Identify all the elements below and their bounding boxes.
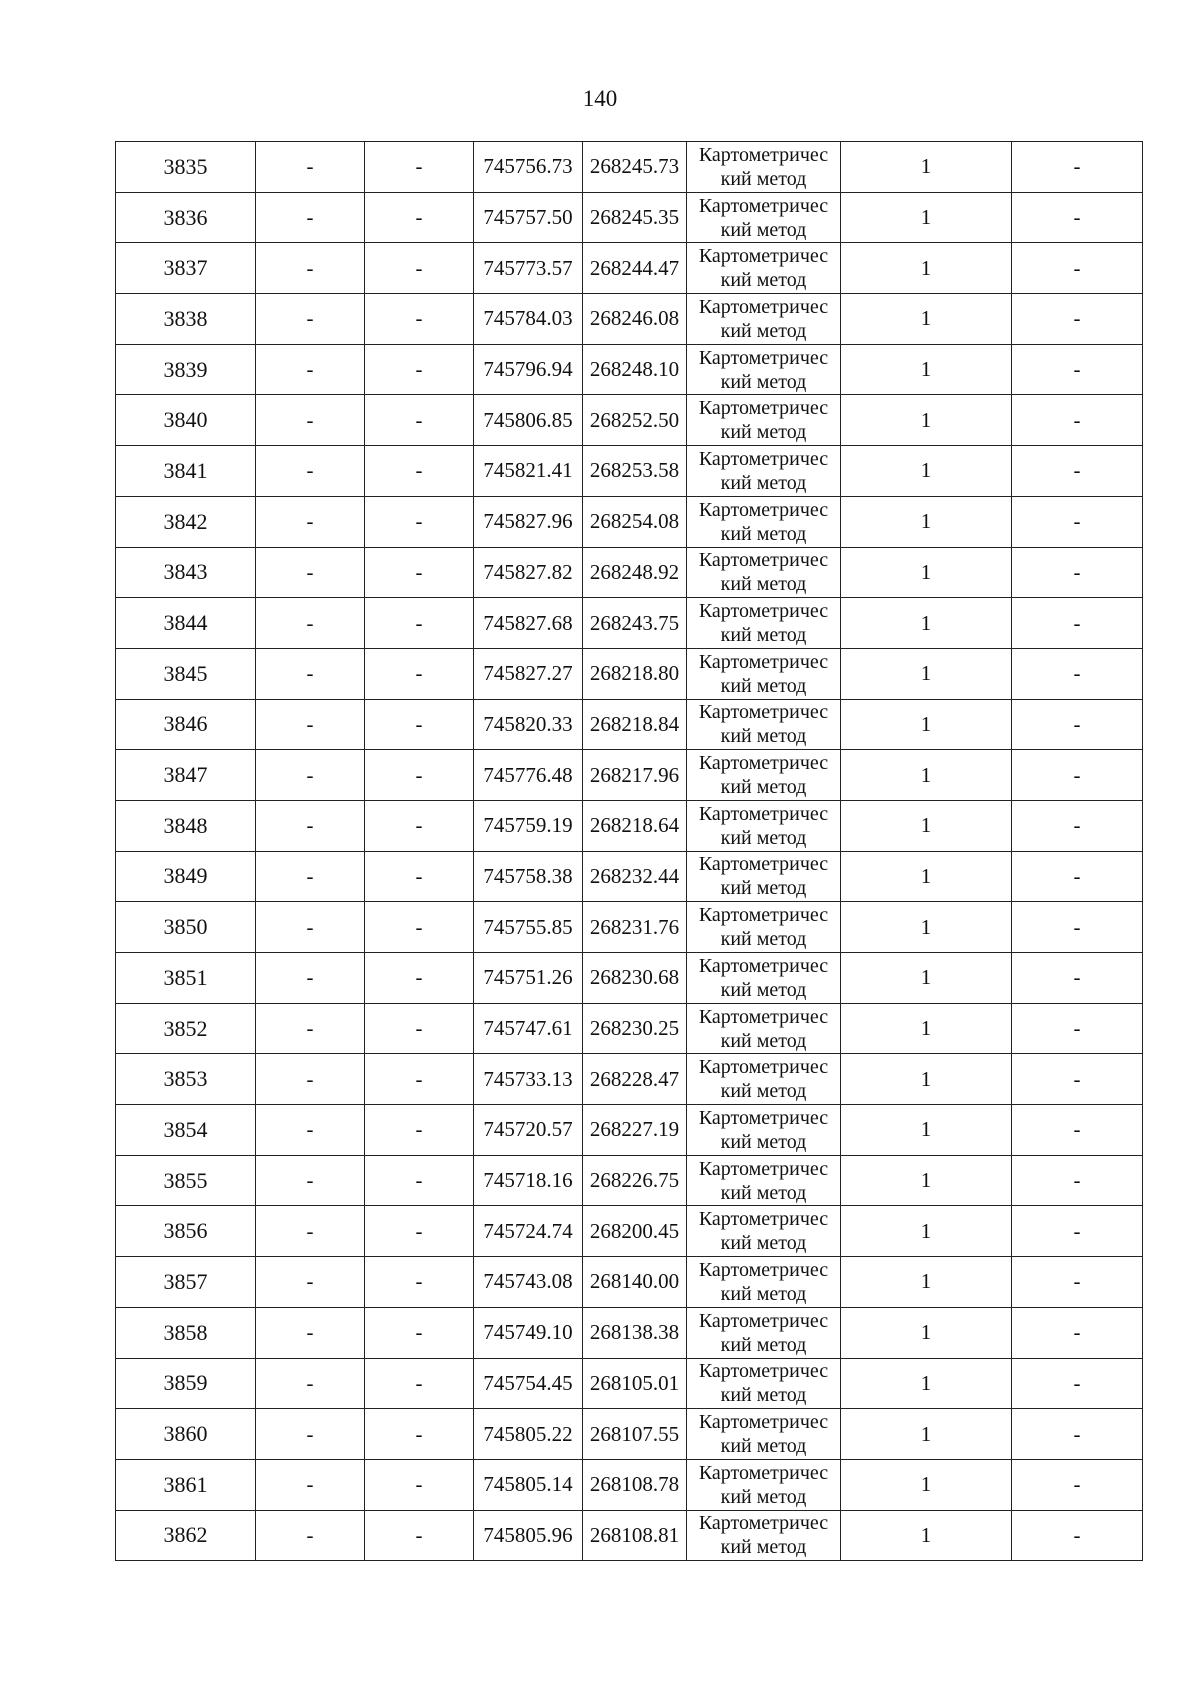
dash-cell: - xyxy=(365,1307,474,1358)
point-number-cell: 3843 xyxy=(116,547,256,598)
dash-cell: - xyxy=(365,800,474,851)
x-coordinate-cell: 745784.03 xyxy=(474,294,583,345)
point-number-cell: 3847 xyxy=(116,750,256,801)
table-row xyxy=(116,395,1143,446)
table-row xyxy=(116,1054,1143,1105)
dash-cell: - xyxy=(256,446,365,497)
description-cell: - xyxy=(1012,699,1143,750)
method-cell: Картометричес кий метод xyxy=(687,1459,841,1510)
description-cell: - xyxy=(1012,1510,1143,1561)
dash-cell: - xyxy=(256,648,365,699)
x-coordinate-cell: 745821.41 xyxy=(474,446,583,497)
method-cell: Картометричес кий метод xyxy=(687,1510,841,1561)
y-coordinate-cell: 268254.08 xyxy=(583,496,687,547)
y-coordinate-cell: 268232.44 xyxy=(583,851,687,902)
dash-cell: - xyxy=(365,142,474,193)
point-number-cell: 3841 xyxy=(116,446,256,497)
point-number-cell: 3854 xyxy=(116,1105,256,1156)
accuracy-cell: 1 xyxy=(841,1003,1012,1054)
table-row xyxy=(116,547,1143,598)
method-cell: Картометричес кий метод xyxy=(687,395,841,446)
dash-cell: - xyxy=(365,192,474,243)
description-cell: - xyxy=(1012,750,1143,801)
y-coordinate-cell: 268243.75 xyxy=(583,598,687,649)
dash-cell: - xyxy=(365,1459,474,1510)
dash-cell: - xyxy=(365,395,474,446)
method-cell: Картометричес кий метод xyxy=(687,750,841,801)
x-coordinate-cell: 745820.33 xyxy=(474,699,583,750)
x-coordinate-cell: 745805.14 xyxy=(474,1459,583,1510)
x-coordinate-cell: 745756.73 xyxy=(474,142,583,193)
y-coordinate-cell: 268218.80 xyxy=(583,648,687,699)
accuracy-cell: 1 xyxy=(841,1307,1012,1358)
dash-cell: - xyxy=(256,395,365,446)
dash-cell: - xyxy=(365,243,474,294)
table-row xyxy=(116,1206,1143,1257)
table-row xyxy=(116,1307,1143,1358)
page-number: 140 xyxy=(582,86,618,111)
table-row xyxy=(116,1459,1143,1510)
x-coordinate-cell: 745827.82 xyxy=(474,547,583,598)
accuracy-cell: 1 xyxy=(841,1206,1012,1257)
point-number-cell: 3837 xyxy=(116,243,256,294)
x-coordinate-cell: 745827.68 xyxy=(474,598,583,649)
accuracy-cell: 1 xyxy=(841,446,1012,497)
dash-cell: - xyxy=(365,1054,474,1105)
y-coordinate-cell: 268248.92 xyxy=(583,547,687,598)
point-number-cell: 3839 xyxy=(116,344,256,395)
accuracy-cell: 1 xyxy=(841,648,1012,699)
dash-cell: - xyxy=(256,547,365,598)
x-coordinate-cell: 745754.45 xyxy=(474,1358,583,1409)
point-number-cell: 3835 xyxy=(116,142,256,193)
accuracy-cell: 1 xyxy=(841,395,1012,446)
accuracy-cell: 1 xyxy=(841,294,1012,345)
x-coordinate-cell: 745827.27 xyxy=(474,648,583,699)
dash-cell: - xyxy=(365,344,474,395)
y-coordinate-cell: 268245.73 xyxy=(583,142,687,193)
description-cell: - xyxy=(1012,1054,1143,1105)
accuracy-cell: 1 xyxy=(841,1459,1012,1510)
accuracy-cell: 1 xyxy=(841,547,1012,598)
description-cell: - xyxy=(1012,800,1143,851)
dash-cell: - xyxy=(365,1155,474,1206)
point-number-cell: 3849 xyxy=(116,851,256,902)
accuracy-cell: 1 xyxy=(841,902,1012,953)
point-number-cell: 3862 xyxy=(116,1510,256,1561)
point-number-cell: 3858 xyxy=(116,1307,256,1358)
table-row xyxy=(116,446,1143,497)
description-cell: - xyxy=(1012,1105,1143,1156)
point-number-cell: 3852 xyxy=(116,1003,256,1054)
table-body xyxy=(116,142,1143,1561)
method-cell: Картометричес кий метод xyxy=(687,902,841,953)
table-row xyxy=(116,1155,1143,1206)
dash-cell: - xyxy=(256,192,365,243)
y-coordinate-cell: 268107.55 xyxy=(583,1409,687,1460)
table-row xyxy=(116,1358,1143,1409)
table-row xyxy=(116,902,1143,953)
description-cell: - xyxy=(1012,344,1143,395)
y-coordinate-cell: 268138.38 xyxy=(583,1307,687,1358)
table-row xyxy=(116,598,1143,649)
point-number-cell: 3861 xyxy=(116,1459,256,1510)
dash-cell: - xyxy=(256,1358,365,1409)
method-cell: Картометричес кий метод xyxy=(687,851,841,902)
dash-cell: - xyxy=(256,800,365,851)
x-coordinate-cell: 745751.26 xyxy=(474,953,583,1004)
accuracy-cell: 1 xyxy=(841,1409,1012,1460)
dash-cell: - xyxy=(256,243,365,294)
method-cell: Картометричес кий метод xyxy=(687,192,841,243)
point-number-cell: 3859 xyxy=(116,1358,256,1409)
description-cell: - xyxy=(1012,547,1143,598)
y-coordinate-cell: 268200.45 xyxy=(583,1206,687,1257)
accuracy-cell: 1 xyxy=(841,142,1012,193)
method-cell: Картометричес кий метод xyxy=(687,1206,841,1257)
y-coordinate-cell: 268230.68 xyxy=(583,953,687,1004)
method-cell: Картометричес кий метод xyxy=(687,1358,841,1409)
dash-cell: - xyxy=(256,142,365,193)
description-cell: - xyxy=(1012,446,1143,497)
x-coordinate-cell: 745733.13 xyxy=(474,1054,583,1105)
x-coordinate-cell: 745749.10 xyxy=(474,1307,583,1358)
description-cell: - xyxy=(1012,851,1143,902)
table-row xyxy=(116,496,1143,547)
description-cell: - xyxy=(1012,598,1143,649)
dash-cell: - xyxy=(256,699,365,750)
y-coordinate-cell: 268217.96 xyxy=(583,750,687,801)
dash-cell: - xyxy=(365,547,474,598)
dash-cell: - xyxy=(365,1257,474,1308)
description-cell: - xyxy=(1012,953,1143,1004)
point-number-cell: 3842 xyxy=(116,496,256,547)
x-coordinate-cell: 745796.94 xyxy=(474,344,583,395)
dash-cell: - xyxy=(256,902,365,953)
x-coordinate-cell: 745724.74 xyxy=(474,1206,583,1257)
accuracy-cell: 1 xyxy=(841,1358,1012,1409)
description-cell: - xyxy=(1012,1307,1143,1358)
x-coordinate-cell: 745776.48 xyxy=(474,750,583,801)
point-number-cell: 3846 xyxy=(116,699,256,750)
point-number-cell: 3855 xyxy=(116,1155,256,1206)
description-cell: - xyxy=(1012,902,1143,953)
dash-cell: - xyxy=(256,598,365,649)
dash-cell: - xyxy=(256,1459,365,1510)
point-number-cell: 3860 xyxy=(116,1409,256,1460)
dash-cell: - xyxy=(256,1003,365,1054)
x-coordinate-cell: 745720.57 xyxy=(474,1105,583,1156)
method-cell: Картометричес кий метод xyxy=(687,1155,841,1206)
x-coordinate-cell: 745747.61 xyxy=(474,1003,583,1054)
description-cell: - xyxy=(1012,1358,1143,1409)
y-coordinate-cell: 268248.10 xyxy=(583,344,687,395)
method-cell: Картометричес кий метод xyxy=(687,496,841,547)
method-cell: Картометричес кий метод xyxy=(687,142,841,193)
table-row xyxy=(116,1510,1143,1561)
table-row xyxy=(116,800,1143,851)
dash-cell: - xyxy=(365,851,474,902)
table-row xyxy=(116,953,1143,1004)
description-cell: - xyxy=(1012,1206,1143,1257)
x-coordinate-cell: 745718.16 xyxy=(474,1155,583,1206)
dash-cell: - xyxy=(256,496,365,547)
dash-cell: - xyxy=(256,1307,365,1358)
accuracy-cell: 1 xyxy=(841,1054,1012,1105)
x-coordinate-cell: 745806.85 xyxy=(474,395,583,446)
y-coordinate-cell: 268252.50 xyxy=(583,395,687,446)
dash-cell: - xyxy=(365,750,474,801)
table-row xyxy=(116,1409,1143,1460)
dash-cell: - xyxy=(256,1206,365,1257)
accuracy-cell: 1 xyxy=(841,496,1012,547)
table-row xyxy=(116,1105,1143,1156)
method-cell: Картометричес кий метод xyxy=(687,800,841,851)
description-cell: - xyxy=(1012,395,1143,446)
table-row xyxy=(116,142,1143,193)
method-cell: Картометричес кий метод xyxy=(687,547,841,598)
accuracy-cell: 1 xyxy=(841,344,1012,395)
dash-cell: - xyxy=(365,648,474,699)
description-cell: - xyxy=(1012,1003,1143,1054)
table-row xyxy=(116,192,1143,243)
table-row xyxy=(116,648,1143,699)
dash-cell: - xyxy=(256,1054,365,1105)
description-cell: - xyxy=(1012,294,1143,345)
method-cell: Картометричес кий метод xyxy=(687,648,841,699)
dash-cell: - xyxy=(365,953,474,1004)
dash-cell: - xyxy=(256,344,365,395)
y-coordinate-cell: 268253.58 xyxy=(583,446,687,497)
description-cell: - xyxy=(1012,243,1143,294)
y-coordinate-cell: 268218.64 xyxy=(583,800,687,851)
x-coordinate-cell: 745758.38 xyxy=(474,851,583,902)
method-cell: Картометричес кий метод xyxy=(687,1307,841,1358)
point-number-cell: 3836 xyxy=(116,192,256,243)
accuracy-cell: 1 xyxy=(841,953,1012,1004)
table-row xyxy=(116,699,1143,750)
accuracy-cell: 1 xyxy=(841,699,1012,750)
dash-cell: - xyxy=(365,446,474,497)
x-coordinate-cell: 745773.57 xyxy=(474,243,583,294)
table-row xyxy=(116,750,1143,801)
dash-cell: - xyxy=(256,1105,365,1156)
method-cell: Картометричес кий метод xyxy=(687,1105,841,1156)
method-cell: Картометричес кий метод xyxy=(687,953,841,1004)
accuracy-cell: 1 xyxy=(841,1257,1012,1308)
dash-cell: - xyxy=(256,1409,365,1460)
y-coordinate-cell: 268244.47 xyxy=(583,243,687,294)
x-coordinate-cell: 745757.50 xyxy=(474,192,583,243)
description-cell: - xyxy=(1012,142,1143,193)
method-cell: Картометричес кий метод xyxy=(687,1054,841,1105)
point-number-cell: 3840 xyxy=(116,395,256,446)
method-cell: Картометричес кий метод xyxy=(687,1003,841,1054)
dash-cell: - xyxy=(256,953,365,1004)
y-coordinate-cell: 268218.84 xyxy=(583,699,687,750)
accuracy-cell: 1 xyxy=(841,851,1012,902)
x-coordinate-cell: 745827.96 xyxy=(474,496,583,547)
point-number-cell: 3844 xyxy=(116,598,256,649)
accuracy-cell: 1 xyxy=(841,800,1012,851)
point-number-cell: 3851 xyxy=(116,953,256,1004)
table-row xyxy=(116,344,1143,395)
dash-cell: - xyxy=(256,1155,365,1206)
dash-cell: - xyxy=(365,1510,474,1561)
method-cell: Картометричес кий метод xyxy=(687,1257,841,1308)
dash-cell: - xyxy=(365,496,474,547)
description-cell: - xyxy=(1012,1257,1143,1308)
dash-cell: - xyxy=(365,294,474,345)
x-coordinate-cell: 745743.08 xyxy=(474,1257,583,1308)
y-coordinate-cell: 268105.01 xyxy=(583,1358,687,1409)
dash-cell: - xyxy=(365,902,474,953)
table-row xyxy=(116,1257,1143,1308)
method-cell: Картометричес кий метод xyxy=(687,598,841,649)
method-cell: Картометричес кий метод xyxy=(687,243,841,294)
x-coordinate-cell: 745805.96 xyxy=(474,1510,583,1561)
point-number-cell: 3850 xyxy=(116,902,256,953)
description-cell: - xyxy=(1012,496,1143,547)
dash-cell: - xyxy=(256,294,365,345)
table-row xyxy=(116,851,1143,902)
dash-cell: - xyxy=(256,1510,365,1561)
dash-cell: - xyxy=(256,1257,365,1308)
y-coordinate-cell: 268230.25 xyxy=(583,1003,687,1054)
y-coordinate-cell: 268226.75 xyxy=(583,1155,687,1206)
point-number-cell: 3856 xyxy=(116,1206,256,1257)
method-cell: Картометричес кий метод xyxy=(687,446,841,497)
table-row xyxy=(116,294,1143,345)
method-cell: Картометричес кий метод xyxy=(687,344,841,395)
y-coordinate-cell: 268245.35 xyxy=(583,192,687,243)
accuracy-cell: 1 xyxy=(841,1105,1012,1156)
dash-cell: - xyxy=(365,1003,474,1054)
dash-cell: - xyxy=(256,750,365,801)
method-cell: Картометричес кий метод xyxy=(687,294,841,345)
y-coordinate-cell: 268231.76 xyxy=(583,902,687,953)
dash-cell: - xyxy=(365,1358,474,1409)
description-cell: - xyxy=(1012,1155,1143,1206)
point-number-cell: 3853 xyxy=(116,1054,256,1105)
point-number-cell: 3857 xyxy=(116,1257,256,1308)
y-coordinate-cell: 268108.81 xyxy=(583,1510,687,1561)
x-coordinate-cell: 745755.85 xyxy=(474,902,583,953)
description-cell: - xyxy=(1012,1459,1143,1510)
point-number-cell: 3848 xyxy=(116,800,256,851)
method-cell: Картометричес кий метод xyxy=(687,699,841,750)
y-coordinate-cell: 268228.47 xyxy=(583,1054,687,1105)
dash-cell: - xyxy=(365,699,474,750)
accuracy-cell: 1 xyxy=(841,750,1012,801)
coordinates-table xyxy=(115,141,1143,1561)
y-coordinate-cell: 268227.19 xyxy=(583,1105,687,1156)
dash-cell: - xyxy=(365,1105,474,1156)
x-coordinate-cell: 745805.22 xyxy=(474,1409,583,1460)
y-coordinate-cell: 268108.78 xyxy=(583,1459,687,1510)
accuracy-cell: 1 xyxy=(841,243,1012,294)
y-coordinate-cell: 268140.00 xyxy=(583,1257,687,1308)
point-number-cell: 3838 xyxy=(116,294,256,345)
accuracy-cell: 1 xyxy=(841,192,1012,243)
dash-cell: - xyxy=(365,1409,474,1460)
accuracy-cell: 1 xyxy=(841,1155,1012,1206)
x-coordinate-cell: 745759.19 xyxy=(474,800,583,851)
description-cell: - xyxy=(1012,192,1143,243)
dash-cell: - xyxy=(256,851,365,902)
accuracy-cell: 1 xyxy=(841,598,1012,649)
method-cell: Картометричес кий метод xyxy=(687,1409,841,1460)
table-row xyxy=(116,243,1143,294)
y-coordinate-cell: 268246.08 xyxy=(583,294,687,345)
point-number-cell: 3845 xyxy=(116,648,256,699)
table-row xyxy=(116,1003,1143,1054)
accuracy-cell: 1 xyxy=(841,1510,1012,1561)
description-cell: - xyxy=(1012,648,1143,699)
dash-cell: - xyxy=(365,1206,474,1257)
description-cell: - xyxy=(1012,1409,1143,1460)
dash-cell: - xyxy=(365,598,474,649)
